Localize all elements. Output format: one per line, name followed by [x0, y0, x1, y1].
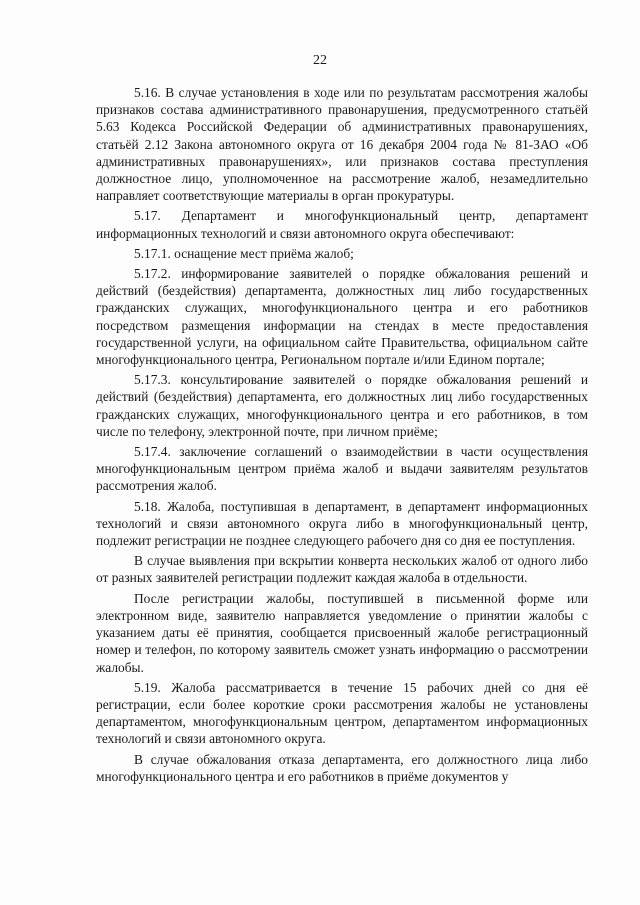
paragraph-5-18-notice: После регистрации жалобы, поступившей в письменной форме или электронном виде, заявителю направляется уведомление о принятии жалобы с указанием даты её принятия, сообщается присвоенный жалобе регистрационный номер и телефон, по которому заявитель сможет узнать информацию о рассмотрении жалобы. — [96, 590, 588, 675]
paragraph-5-17-1: 5.17.1. оснащение мест приёма жалоб; — [134, 245, 354, 261]
page-number: 22 — [313, 53, 327, 68]
paragraph-5-17-2: 5.17.2. информирование заявителей о порядке обжалования решений и действий (бездействия) департамента, должностных лиц либо государственных гражданских служащих, многофункционального центра и его работников посредством размещения информации на стендах в месте предоставления государственной услуги, на официальном сайте Правительства, официальном сайте многофункционального центра, Региональном портале и/или Едином портале; — [96, 266, 588, 368]
paragraph-5-17: 5.17. Департамент и многофункциональный центр, департамент информационных технологий и связи автономного округа обеспечивают: — [96, 208, 588, 241]
document-body — [96, 84, 588, 788]
paragraph-5-18: 5.18. Жалоба, поступившая в департамент, в департамент информационных технологий и связи автономного округа либо в многофункциональный центр, подлежит регистрации не позднее следующего рабочего дня со дня ее поступления. — [96, 498, 588, 549]
paragraph-5-18-envelope: В случае выявления при вскрытии конверта нескольких жалоб от одного либо от разных заявителей регистрации подлежит каждая жалоба в отдельности. — [96, 553, 588, 586]
paragraph-5-16: 5.16. В случае установления в ходе или по результатам рассмотрения жалобы признаков состава административного правонарушения, предусмотренного статьёй 5.63 Кодекса Российской Федерации об административных правонарушениях, статьёй 2.12 Закона автономного округа от 16 декабря 2004 года № 81-ЗАО «Об административных правонарушениях», или признаков состава преступления должностное лицо, уполномоченное на рассмотрение жалоб, незамедлительно направляет соответствующие материалы в орган прокуратуры. — [96, 85, 588, 204]
paragraph-5-17-3: 5.17.3. консультирование заявителей о порядке обжалования решений и действий (бездействия) департамента, его должностных лиц либо государственных гражданских служащих, многофункционального центра и его работников, в том числе по телефону, электронной почте, при личном приёме; — [96, 372, 588, 439]
paragraph-5-19: 5.19. Жалоба рассматривается в течение 15 рабочих дней со дня её регистрации, если более короткие сроки рассмотрения жалобы не установлены департаментом, многофункциональным центром, департаментом информационных технологий и связи автономного округа. — [96, 679, 588, 747]
paragraph-5-17-4: 5.17.4. заключение соглашений о взаимодействии в части осуществления многофункциональным центром приёма жалоб и выдачи заявителям результатов рассмотрения жалоб. — [96, 444, 588, 494]
paragraph-5-19-refusal: В случае обжалования отказа департамента, его должностного лица либо многофункционального центра и его работников в приёме документов у — [96, 751, 588, 784]
